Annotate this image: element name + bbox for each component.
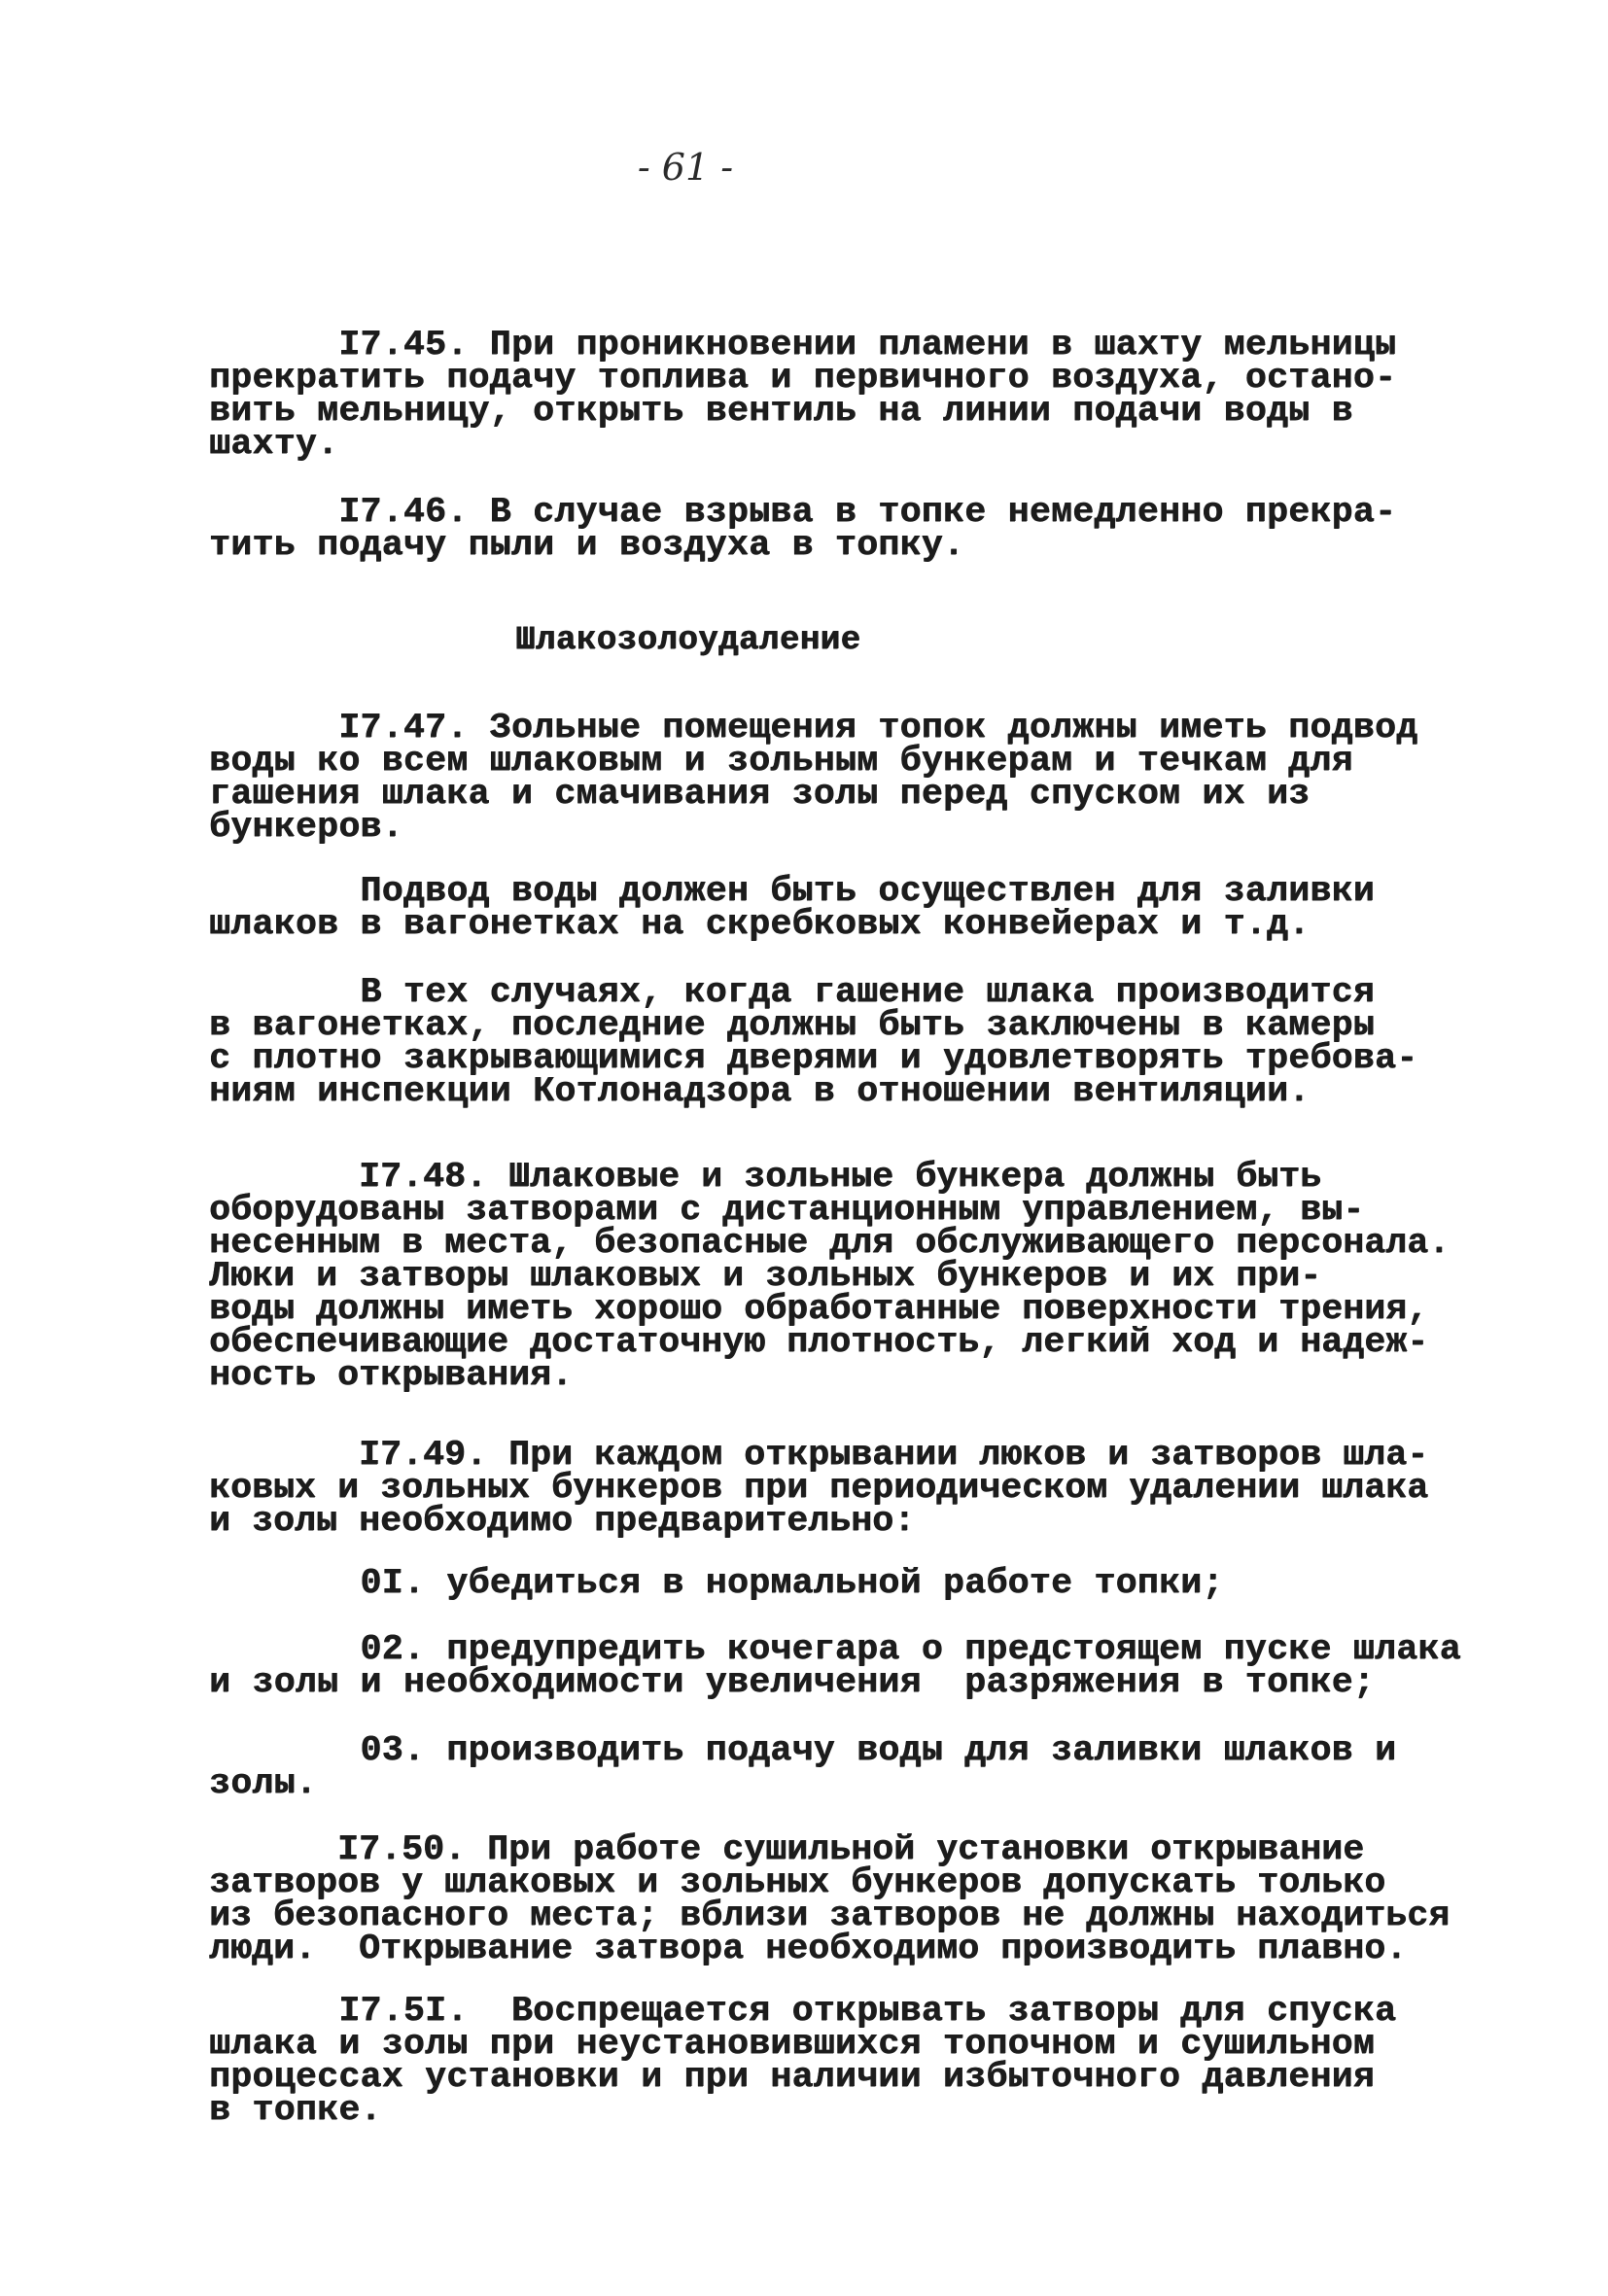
paragraph-17-47-wagons: В тех случаях, когда гашение шлака производится в вагонетках, последние должны быть заключены в камеры с плотно закрывающимися дверями и удовлетворять требова- ниям инспекции Котлонадзора в отношении вентиляции. [209, 972, 1418, 1111]
paragraph-17-49: I7.49. При каждом открывании люков и затворов шла- ковых и зольных бункеров при периодическом удалении шлака и золы необходимо предварительно: [209, 1435, 1429, 1541]
list-item-02: 02. предупредить кочегара о предстоящем пуске шлака и золы и необходимости увеличения разряжения в топке; [209, 1629, 1461, 1702]
paragraph-17-45: I7.45. При проникновении пламени в шахту мельницы прекратить подачу топлива и первичного воздуха, остано- вить мельницу, открыть вентиль на линии подачи воды в шахту. [209, 325, 1397, 464]
page-number: - 61 - [637, 146, 734, 189]
paragraph-17-51: I7.5I. Воспрещается открывать затворы для спуска шлака и золы при неустановившихся топочном и сушильном процессах установки и при наличии избыточного давления в топке. [209, 1991, 1397, 2130]
list-item-01: 0I. убедиться в нормальной работе топки; [209, 1563, 1224, 1603]
paragraph-17-50: I7.50. При работе сушильной установки открывание затворов у шлаковых и зольных бункеров допускать только из безопасного места; вблизи затворов не должны находиться люди. Открывание затвора необходимо производить плавно. [209, 1829, 1451, 1968]
paragraph-17-46: I7.46. В случае взрыва в топке немедленно прекра- тить подачу пыли и воздуха в топку. [209, 492, 1397, 565]
list-item-03: 03. производить подачу воды для заливки шлаков и золы. [209, 1730, 1397, 1803]
section-heading: Шлакозолоудаление [515, 622, 861, 659]
paragraph-17-48: I7.48. Шлаковые и зольные бункера должны быть оборудованы затворами с дистанционным управлением, вы- несенным в места, безопасные для обслуживающего персонала. Люки и затворы шлаковых и зольных бункеров и их при- воды должны иметь хорошо обработанные поверхности трения, обеспечивающие достаточную плотность, легкий ход и надеж- ность открывания. [209, 1157, 1451, 1395]
paragraph-17-47-water-supply: Подвод воды должен быть осуществлен для заливки шлаков в вагонетках на скребковых конвейерах и т.д. [209, 871, 1375, 944]
paragraph-17-47: I7.47. Зольные помещения топок должны иметь подвод воды ко всем шлаковым и зольным бункерам и течкам для гашения шлака и смачивания золы перед спуском их из бункеров. [209, 708, 1418, 847]
